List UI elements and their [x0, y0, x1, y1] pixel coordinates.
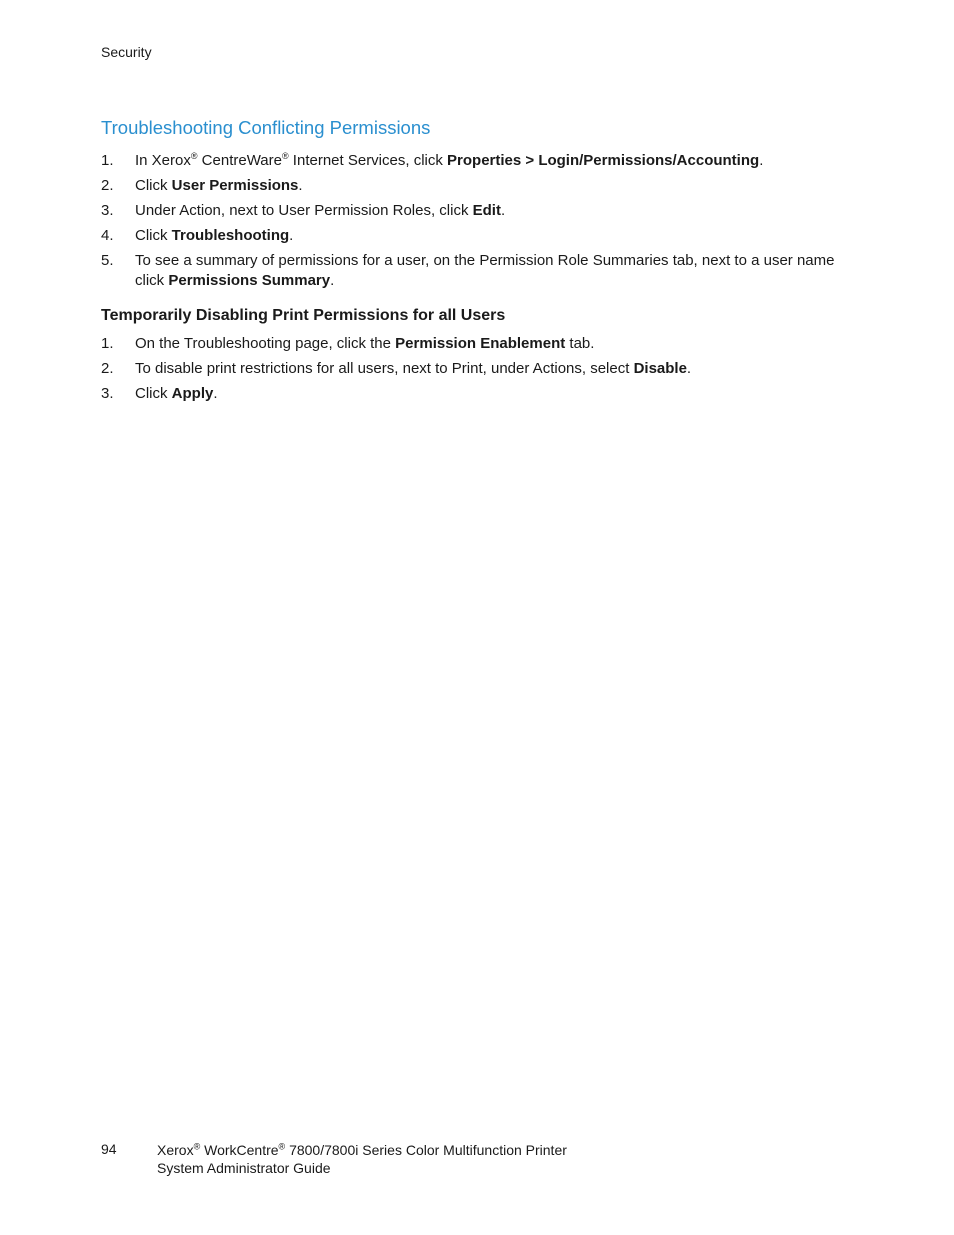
step-text: . [213, 385, 218, 402]
list-item [101, 384, 861, 404]
step-number: 1. [101, 335, 114, 352]
step-text: To see a summary of permissions for a user, on the Permission Role Summaries tab, next to a user name click [135, 252, 835, 289]
step-text: . [298, 177, 303, 194]
step-text: On the Troubleshooting page, click the [135, 335, 396, 352]
step-text: . [289, 227, 294, 244]
list-item [101, 176, 861, 196]
page-number: 94 [101, 1141, 117, 1157]
subsection-title: Temporarily Disabling Print Permissions for all Users [101, 307, 506, 324]
disable-print-steps [101, 334, 861, 409]
list-item [101, 151, 861, 171]
troubleshooting-steps [101, 151, 861, 296]
step-text: Internet Services, click [288, 152, 448, 169]
step-text: . [500, 202, 506, 219]
ui-path: Properties > Login/Permissions/Accounting [447, 152, 760, 169]
step-text: Click [135, 177, 172, 194]
step-text: Under Action, next to User Permission Roles, click [135, 202, 473, 219]
ui-term: Edit [472, 202, 501, 219]
running-head: Security [101, 44, 152, 60]
step-number: 4. [101, 227, 114, 244]
list-item [101, 226, 861, 246]
list-item [101, 359, 861, 379]
list-item [101, 201, 861, 221]
step-number: 2. [101, 177, 114, 194]
footer-brand: Xerox [157, 1142, 194, 1158]
footer-line-1 [157, 1141, 567, 1159]
footer-model: 7800/7800i Series Color Multifunction Printer [285, 1142, 567, 1158]
step-text: Click [135, 227, 172, 244]
ui-term: User Permissions [171, 177, 299, 194]
step-text: . [759, 152, 764, 169]
step-number: 1. [101, 152, 114, 169]
step-text: In Xerox [135, 152, 191, 169]
step-number: 5. [101, 252, 114, 269]
step-number: 3. [101, 202, 114, 219]
list-item [101, 251, 861, 291]
ui-term: Permission Enablement [395, 335, 566, 352]
footer-document-title [157, 1141, 567, 1177]
step-text: . [330, 272, 335, 289]
step-text: Click [135, 385, 172, 402]
ui-term: Permissions Summary [168, 272, 331, 289]
ui-term: Apply [171, 385, 214, 402]
step-text: . [686, 360, 692, 377]
registered-mark: ® [282, 151, 289, 161]
step-number: 2. [101, 360, 114, 377]
step-text: tab. [565, 335, 595, 352]
footer-product: WorkCentre [200, 1142, 279, 1158]
step-text: CentreWare [197, 152, 282, 169]
ui-term: Disable [633, 360, 687, 377]
ui-term: Troubleshooting [171, 227, 290, 244]
footer-line-2: System Administrator Guide [157, 1160, 331, 1176]
step-number: 3. [101, 385, 114, 402]
section-title: Troubleshooting Conflicting Permissions [101, 117, 431, 138]
registered-mark: ® [193, 1141, 201, 1152]
registered-mark: ® [278, 1141, 286, 1152]
registered-mark: ® [190, 151, 198, 161]
step-text: To disable print restrictions for all users, next to Print, under Actions, select [135, 360, 634, 377]
list-item [101, 334, 861, 354]
